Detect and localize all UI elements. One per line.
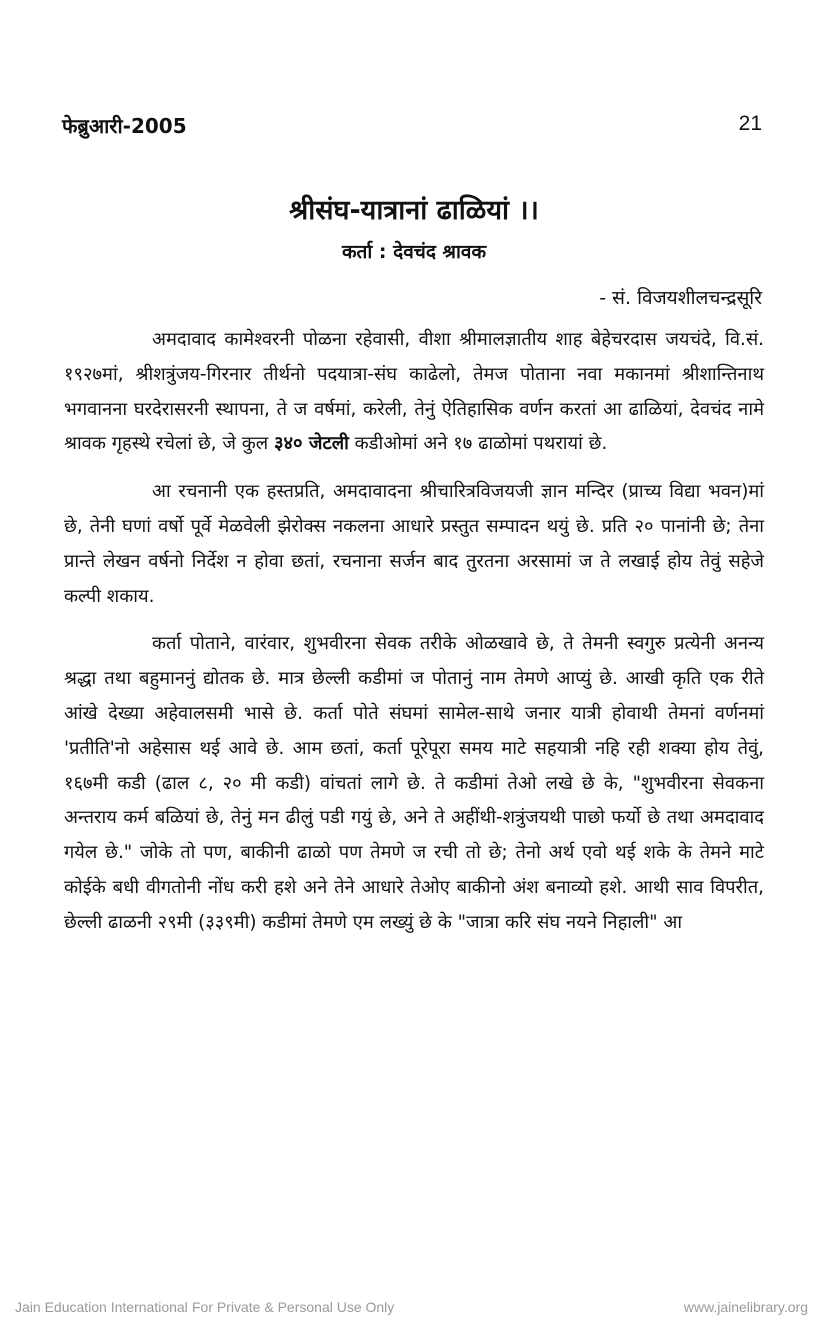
paragraph-1 bbox=[64, 323, 764, 462]
article-editor: - सं. विजयशीलचन्द्रसूरि bbox=[599, 287, 762, 309]
article-author: कर्ता : देवचंद श्रावक bbox=[341, 241, 487, 263]
footer-publisher: Jain Education International bbox=[15, 1299, 188, 1315]
paragraph-text: कडीओमां अने १७ ढाळोमां पथरायां छे. bbox=[348, 433, 608, 455]
paragraph-text: अमदावाद कामेश्वरनी पोळना रहेवासी, वीशा श्रीमालज्ञातीय शाह बेहेचरदास जयचंदे, वि.सं. १९२७मां, श्रीशत्रुंजय-गिरनार तीर्थनो पदयात्रा-संघ काढेलो, तेमज पोताना नवा मकानमां श्रीशान्तिनाथ भगवानना घरदेरासरनी स्थापना, ते ज वर्षमां, करेली, तेनुं ऐतिहासिक वर्णन करतां आ ढाळियां, देवचंद नामे श्रावक गृहस्थे रचेलां छे, जे कुल bbox=[64, 329, 764, 455]
paragraph-bold-text: ३४० जेटली bbox=[274, 433, 349, 455]
page-number: 21 bbox=[738, 112, 762, 135]
paragraph-3 bbox=[64, 627, 764, 940]
article-title: श्रीसंघ-यात्रानां ढाळियां ।। bbox=[289, 195, 539, 226]
article-body bbox=[64, 323, 764, 954]
paragraph-text: कर्ता पोताने, वारंवार, शुभवीरना सेवक तरीके ओळखावे छे, ते तेमनी स्वगुरु प्रत्येनी अनन्य श्रद्धा तथा बहुमाननुं द्योतक छे. मात्र छेल्ली कडीमां ज पोतानुं नाम तेमणे आप्युं छे. आखी कृति एक रीते आंखे देख्या अहेवालसमी भासे छे. कर्ता पोते संघमां सामेल-साथे जनार यात्री होवाथी तेमनां वर्णनमां 'प्रतीति'नो अहेसास थई आवे छे. आम छतां, कर्ता पूरेपूरा समय माटे सहयात्री नहि रही शक्या होय तेवुं, १६७मी कडी (ढाल ८, २० मी कडी) वांचतां लागे छे. ते कडीमां तेओ लखे छे के, "शुभवीरना सेवकना अन्तराय कर्म बळियां छे, तेनुं मन ढीलुं पडी गयुं छे, अने ते अहींथी-शत्रुंजयथी पाछो फर्यो छे तथा अमदावाद गयेल छे." जोके तो पण, बाकीनी ढाळो पण तेमणे ज रची तो छे; तेनो अर्थ एवो थई शके के तेमने माटे कोईके बधी वीगतोनी नोंध करी हशे अने तेने आधारे तेओए बाकीनो अंश बनाव्यो हशे. आथी साव विपरीत, छेल्ली ढाळनी २९मी (३३९मी) कडीमां तेमणे एम लख्युं छे के "जात्रा करि संघ नयने निहाली" आ bbox=[64, 633, 764, 933]
paragraph-2 bbox=[64, 475, 764, 614]
footer-website: www.jainelibrary.org bbox=[683, 1299, 808, 1315]
page-header bbox=[62, 112, 762, 144]
page-footer bbox=[0, 1299, 828, 1319]
issue-date: फेब्रुआरी-2005 bbox=[62, 114, 187, 138]
paragraph-text: आ रचनानी एक हस्तप्रति, अमदावादना श्रीचारित्रविजयजी ज्ञान मन्दिर (प्राच्य विद्या भवन)मां छे, तेनी घणां वर्षो पूर्वे मेळवेली झेरोक्स नकलना आधारे प्रस्तुत सम्पादन थयुं छे. प्रति २० पानांनी छे; तेना प्रान्ते लेखन वर्षनो निर्देश न होवा छतां, रचनाना सर्जन बाद तुरतना अरसामां ज ते लखाई होय तेवुं सहेजे कल्पी शकाय. bbox=[64, 481, 764, 607]
footer-usage-note: For Private & Personal Use Only bbox=[192, 1299, 395, 1315]
